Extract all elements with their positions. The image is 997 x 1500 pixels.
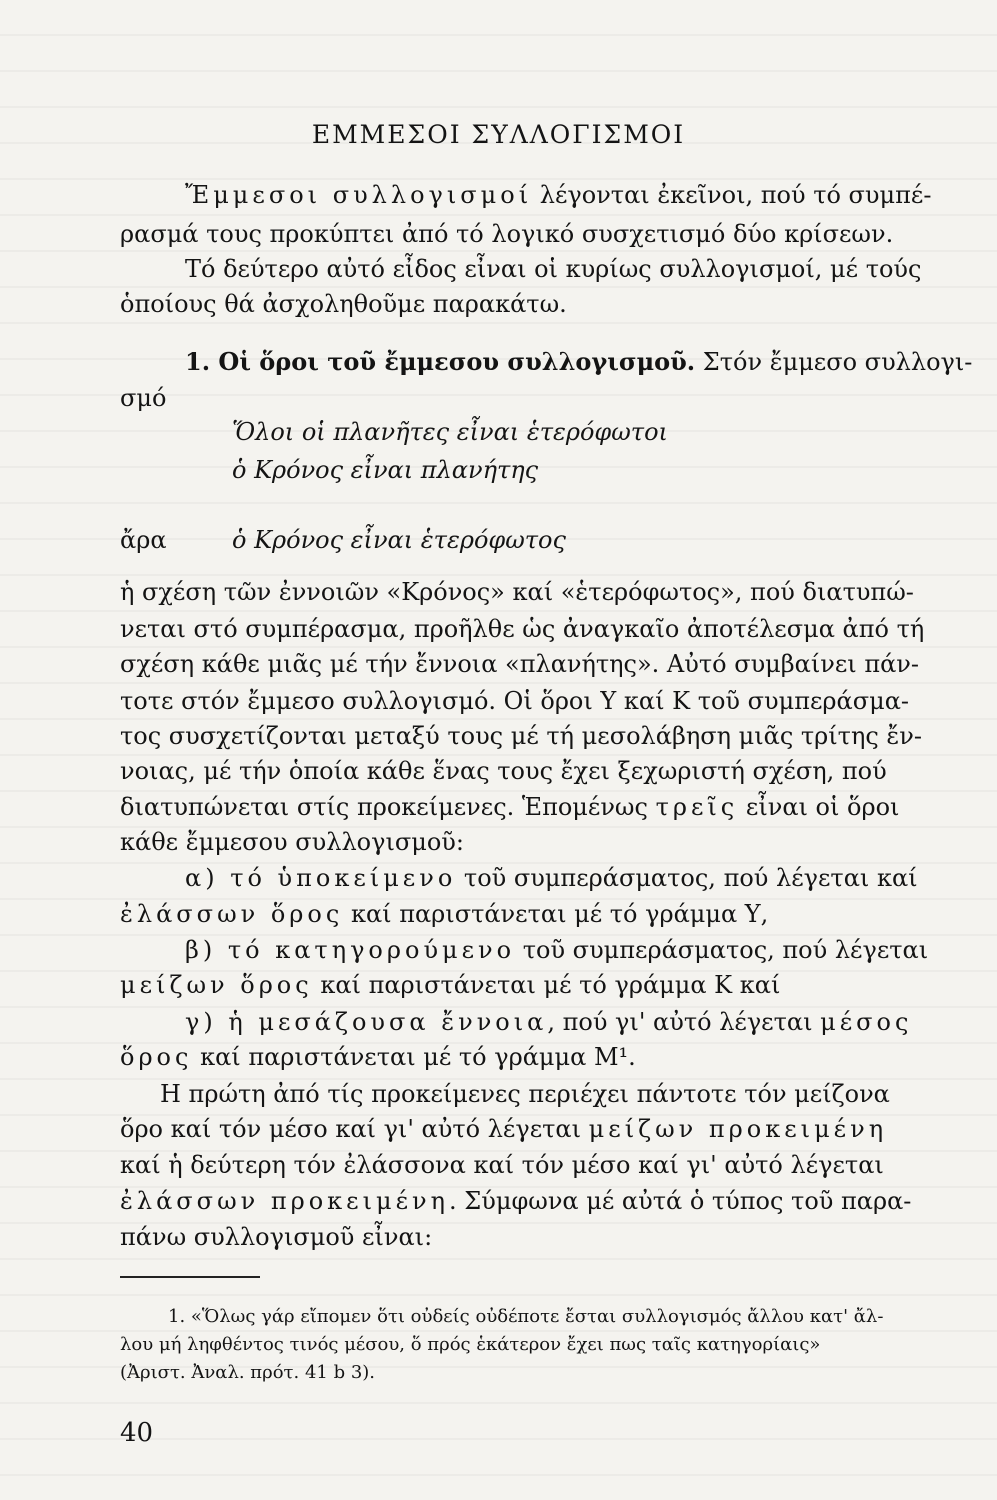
- text-line: ὁποίους θά ἀσχοληθοῦμε παρακάτω.: [120, 290, 567, 318]
- text-line: κάθε ἔμμεσου συλλογισμοῦ:: [120, 828, 464, 856]
- text-span: , πού γι' αὐτό λέγεται: [547, 1008, 821, 1036]
- spaced-term: μείζων ὅρος: [120, 971, 313, 999]
- text-span: καί παριστάνεται μέ τό γράμμα Κ καί: [312, 971, 781, 999]
- text-line: Η πρώτη ἀπό τίς προκείμενες περιέχει πάντοτε τόν μείζονα: [160, 1080, 890, 1108]
- spaced-term: γ) ἡ μεσάζουσα ἔννοια: [185, 1008, 548, 1036]
- text-line: νεται στό συμπέρασμα, προῆλθε ὡς ἀναγκαῖο ἀποτέλεσμα ἀπό τή: [120, 615, 925, 643]
- chapter-title: ΕΜΜΕΣΟΙ ΣΥΛΛΟΓΙΣΜΟΙ: [311, 120, 686, 149]
- text-span: τοῦ συμπεράσματος, πού λέγεται καί: [456, 864, 918, 892]
- text-line: [185, 183, 931, 207]
- text-span: τοῦ συμπεράσματος, πού λέγεται: [515, 936, 929, 964]
- spaced-term: β) τό κατηγορούμενο: [185, 936, 516, 964]
- list-item-b: [185, 938, 928, 962]
- spaced-term: μέσος: [820, 1008, 913, 1036]
- list-item-a: [185, 866, 918, 890]
- spaced-term: μείζων προκειμένη: [588, 1115, 888, 1143]
- spaced-term: ὅρος: [120, 1043, 193, 1071]
- example-premise-minor: ὁ Κρόνος εἶναι πλανήτης: [232, 456, 539, 484]
- example-therefore: ἄρα: [120, 526, 167, 554]
- text-span: ὅρο καί τόν μέσο καί γι' αὐτό λέγεται: [120, 1115, 589, 1143]
- spaced-term: ἐλάσσων ὅρος: [120, 900, 344, 928]
- footnote-divider: [120, 1276, 260, 1278]
- text-line: [120, 795, 899, 819]
- text-line: Τό δεύτερο αὐτό εἶδος εἶναι οἱ κυρίως συλλογισμοί, μέ τούς: [185, 255, 922, 283]
- example-premise-major: Ὅλοι οἱ πλανῆτες εἶναι ἑτερόφωτοι: [232, 418, 668, 446]
- text-line: [120, 1045, 636, 1069]
- text-line: [120, 1189, 911, 1213]
- footnote-line: (Ἀριστ. Ἀναλ. πρότ. 41 b 3).: [120, 1362, 376, 1383]
- text-line: σχέση κάθε μιᾶς μέ τήν ἔννοια «πλανήτης». Αὐτό συμβαίνει πάν-: [120, 650, 920, 678]
- page-number: 40: [120, 1418, 154, 1448]
- text-span: Στόν ἔμμεσο συλλογι-: [695, 348, 973, 376]
- text-span: καί παριστάνεται μέ τό γράμμα Μ¹.: [192, 1043, 636, 1071]
- text-span: καί παριστάνεται μέ τό γράμμα Υ,: [343, 900, 769, 928]
- text-span: διατυπώνεται στίς προκείμενες. Ἑπομένως: [120, 793, 656, 821]
- text-line: πάνω συλλογισμοῦ εἶναι:: [120, 1223, 433, 1251]
- text-line: σμό: [120, 384, 167, 412]
- text-line: νοιας, μέ τήν ὁποία κάθε ἕνας τους ἔχει ξεχωριστή σχέση, πού: [120, 757, 887, 785]
- example-conclusion: ὁ Κρόνος εἶναι ἑτερόφωτος: [232, 526, 566, 554]
- text-line: καί ἡ δεύτερη τόν ἐλάσσονα καί τόν μέσο καί γι' αὐτό λέγεται: [120, 1151, 884, 1179]
- list-item-c: [185, 1010, 912, 1034]
- section-heading: 1. Οἱ ὅροι τοῦ ἔμμεσου συλλογισμοῦ.: [185, 347, 696, 376]
- text-span: . Σύμφωνα μέ αὐτά ὁ τύπος τοῦ παρα-: [449, 1187, 912, 1215]
- text-line: τοτε στόν ἔμμεσο συλλογισμό. Οἱ ὅροι Υ καί Κ τοῦ συμπεράσμα-: [120, 687, 910, 715]
- text-line: ἡ σχέση τῶν ἐννοιῶν «Κρόνος» καί «ἑτερόφωτος», πού διατυπώ-: [120, 578, 914, 606]
- text-line: [120, 902, 768, 926]
- spaced-term: τρεῖς: [655, 793, 739, 821]
- text-line: [120, 973, 780, 997]
- spaced-term: Ἔμμεσοι συλλογισμοί: [185, 181, 533, 209]
- footnote-line: λου μή ληφθέντος τινός μέσου, ὅ πρός ἑκάτερον ἔχει πως ταῖς κατηγορίαις»: [120, 1334, 821, 1355]
- text-span: λέγονται ἐκεῖνοι, πού τό συμπέ-: [532, 181, 932, 209]
- text-line: ρασμά τους προκύπτει ἀπό τό λογικό συσχετισμό δύο κρίσεων.: [120, 220, 894, 248]
- text-span: εἶναι οἱ ὅροι: [738, 793, 900, 821]
- spaced-term: ἐλάσσων προκειμένη: [120, 1187, 450, 1215]
- text-line: τος συσχετίζονται μεταξύ τους μέ τή μεσολάβηση μιᾶς τρίτης ἔν-: [120, 722, 922, 750]
- spaced-term: α) τό ὑποκείμενο: [185, 864, 457, 892]
- footnote-line: 1. «Ὅλως γάρ εἴπομεν ὅτι οὐδείς οὐδέποτε ἔσται συλλογισμός ἄλλου κατ' ἄλ-: [168, 1306, 884, 1327]
- section-heading-line: [185, 347, 973, 376]
- text-line: [120, 1117, 887, 1141]
